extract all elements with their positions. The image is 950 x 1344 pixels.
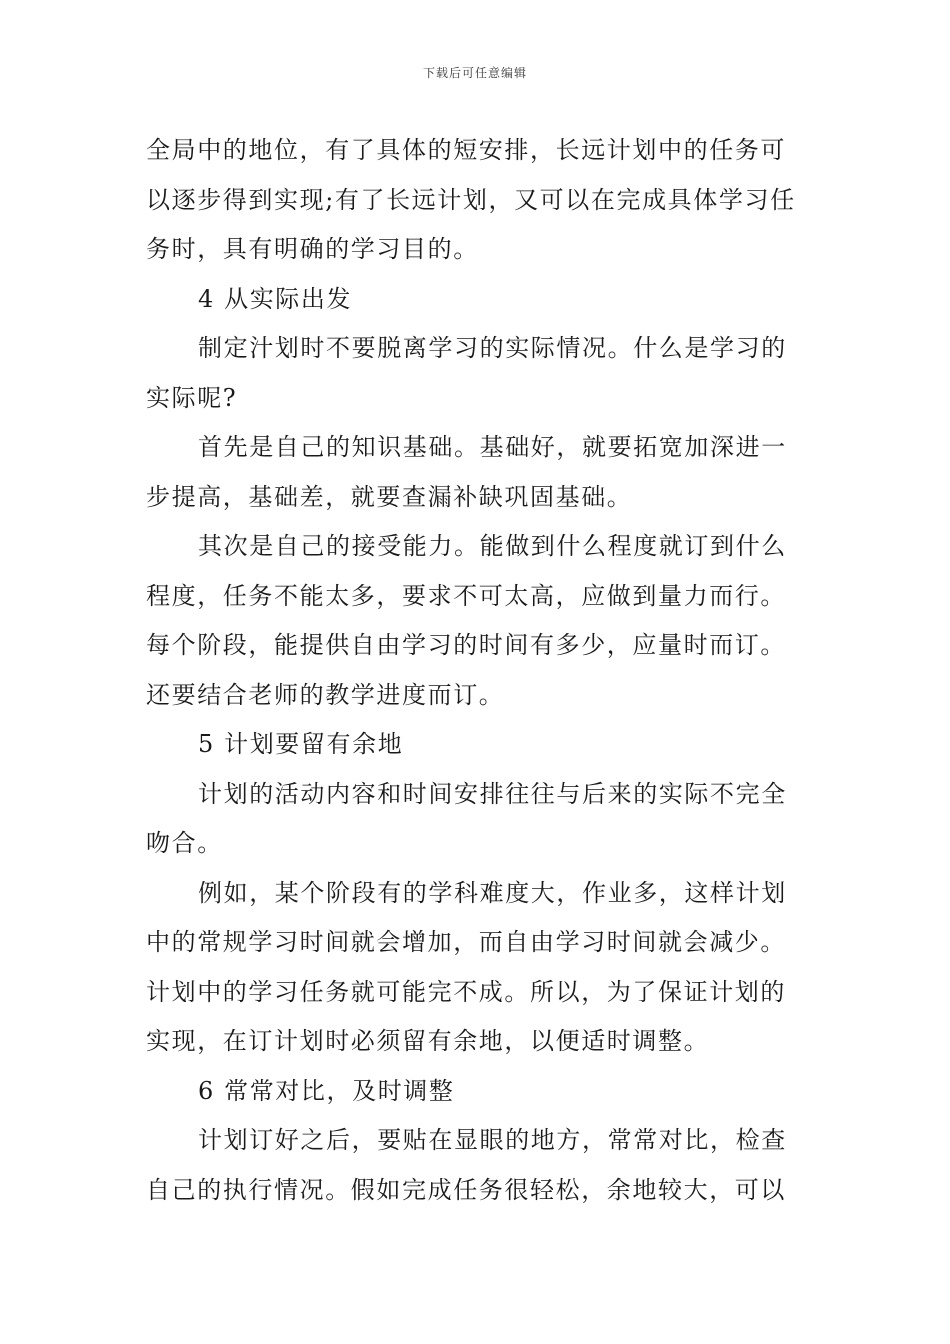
paragraph: 计划的活动内容和时间安排往往与后来的实际不完全吻合。 [146, 779, 787, 857]
paragraph: 例如，某个阶段有的学科难度大，作业多，这样计划中的常规学习时间就会增加，而自由学习时间就会减少。计划中的学习任务就可能完不成。所以，为了保证计划的实现，在订计划时必须留有余地，以便适时调整。 [146, 878, 787, 1055]
document-body [146, 126, 810, 1215]
section-heading-6: 6 常常对比，及时调整 [198, 1076, 455, 1105]
paragraph: 首先是自己的知识基础。基础好，就要拓宽加深进一步提高，基础差，就要查漏补缺巩固基础。 [146, 433, 787, 511]
paragraph: 其次是自己的接受能力。能做到什么程度就订到什么程度，任务不能太多，要求不可太高，应做到量力而行。每个阶段，能提供自由学习的时间有多少，应量时而订。还要结合老师的教学进度而订。 [146, 532, 787, 709]
section-heading-5: 5 计划要留有余地 [198, 730, 404, 758]
page-header: 下载后可任意编辑 [422, 66, 527, 80]
paragraph-continuation: 全局中的地位，有了具体的短安排，长远计划中的任务可以逐步得到实现;有了长远计划，又可以在完成具体学习任务时，具有明确的学习目的。 [146, 136, 796, 263]
paragraph: 计划订好之后，要贴在显眼的地方，常常对比，检查自己的执行情况。假如完成任务很轻松，余地较大，可以 [146, 1126, 787, 1204]
paragraph: 制定汁划时不要脱离学习的实际情况。什么是学习的实际呢? [146, 334, 787, 412]
section-heading-4: 4 从实际出发 [198, 284, 353, 313]
